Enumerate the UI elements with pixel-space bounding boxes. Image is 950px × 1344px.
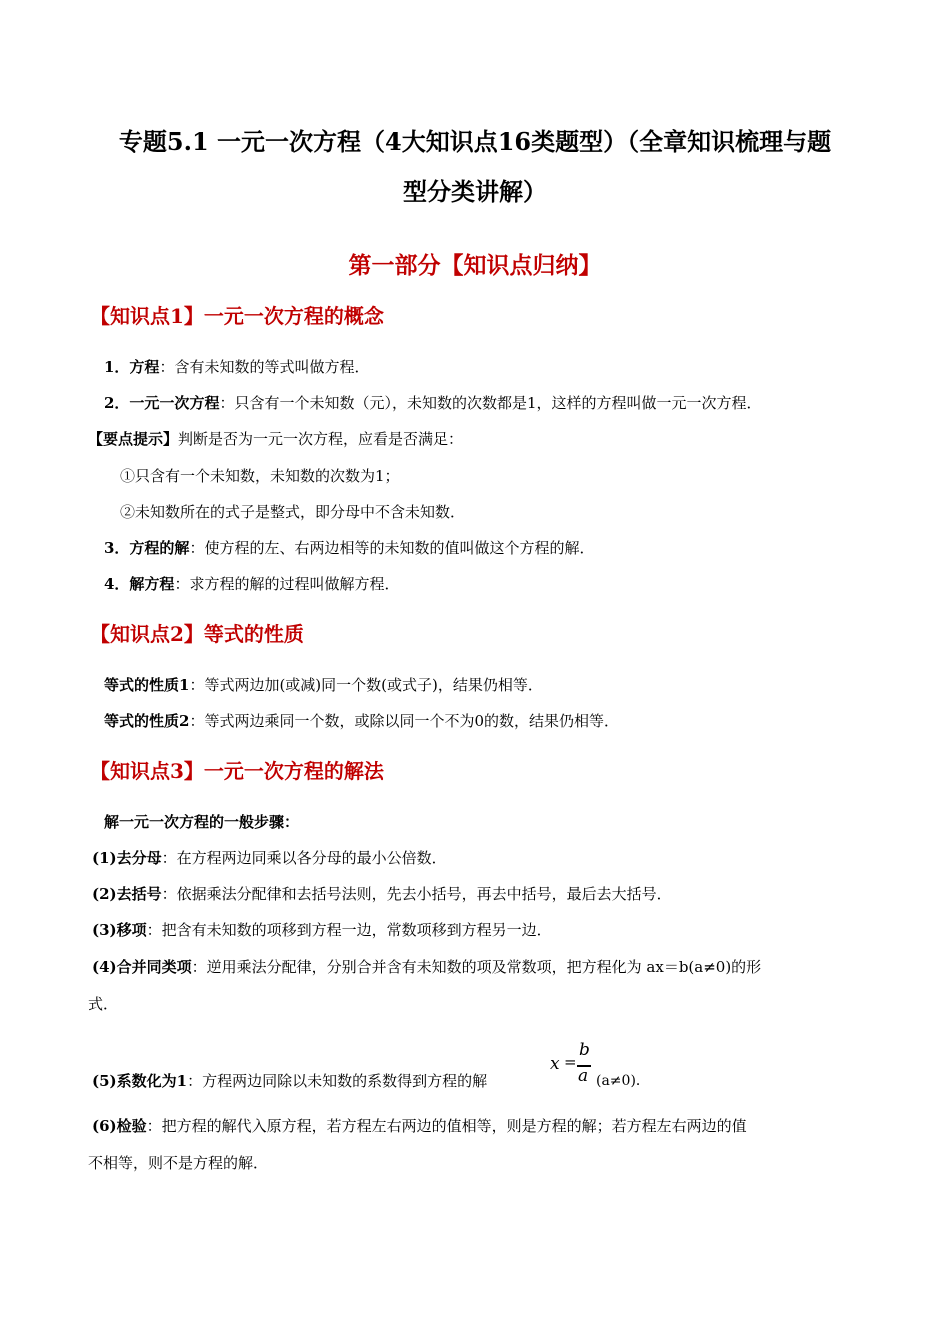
kp3-intro	[104, 811, 299, 833]
kp3-step4-text: ：逆用乘法分配律，分别合并含有未知数的项及常数项，把方程化为 ax＝b(a≠0)的形	[191, 958, 762, 976]
kp2-property2-label: 等式的性质2	[104, 712, 190, 730]
kp1-item4	[104, 573, 399, 595]
kp3-step6-label: (6)检验	[92, 1117, 147, 1135]
kp1-item1-label: 1．方程	[104, 358, 160, 376]
kp3-step2	[92, 883, 672, 905]
kp3-step3-text: ：把含有未知数的项移到方程一边，常数项移到方程另一边．	[146, 921, 552, 939]
part-heading: 第一部分【知识点归纳】	[348, 252, 602, 279]
kp1-tip-b: ②未知数所在的式子是整式，即分母中不含未知数．	[120, 503, 466, 521]
kp3-intro-text: 解一元一次方程的一般步骤：	[104, 813, 300, 831]
formula-numerator: b	[579, 1040, 590, 1060]
document-title-line1: 专题5.1 一元一次方程（4大知识点16类题型）（全章知识梳理与题	[118, 127, 832, 156]
kp1-item1-text: ：含有未知数的等式叫做方程．	[159, 358, 370, 376]
kp3-step1-label: (1)去分母	[92, 849, 162, 867]
kp2-property1	[104, 674, 543, 696]
kp2-property2	[104, 710, 619, 732]
kp3-heading: 【知识点3】一元一次方程的解法	[90, 759, 384, 783]
kp3-step1	[92, 847, 447, 869]
kp3-step6-continued: 不相等，则不是方程的解．	[88, 1154, 269, 1172]
kp3-step4-label: (4)合并同类项	[92, 958, 192, 976]
kp1-item3	[104, 537, 594, 559]
kp3-step3	[92, 919, 552, 941]
kp3-step5	[92, 1070, 487, 1092]
kp1-heading: 【知识点1】一元一次方程的概念	[90, 304, 384, 328]
kp1-item3-label: 3．方程的解	[104, 539, 190, 557]
kp1-tip-label: 【要点提示】	[88, 430, 179, 448]
formula-variable: x	[550, 1054, 560, 1074]
kp3-step2-label: (2)去括号	[92, 885, 162, 903]
formula-equals: =	[564, 1053, 577, 1071]
kp1-tip-a: ①只含有一个未知数，未知数的次数为1；	[120, 467, 400, 485]
kp3-step5-text: ：方程两边同除以未知数的系数得到方程的解	[187, 1072, 488, 1090]
kp2-property1-text: ：等式两边加(或减)同一个数(或式子)，结果仍相等．	[189, 676, 543, 694]
kp3-step4	[92, 956, 761, 978]
kp2-property1-label: 等式的性质1	[104, 676, 190, 694]
kp3-step5-condition: (a≠0)．	[596, 1073, 650, 1089]
kp1-item2-text: ：只含有一个未知数（元），未知数的次数都是1，这样的方程叫做一元一次方程．	[219, 394, 762, 412]
kp3-step3-label: (3)移项	[92, 921, 147, 939]
kp1-item4-label: 4．解方程	[104, 575, 175, 593]
kp3-step6	[92, 1115, 747, 1137]
kp2-heading: 【知识点2】等式的性质	[90, 622, 304, 646]
document-title-line2: 型分类讲解）	[403, 177, 547, 206]
kp3-step1-text: ：在方程两边同乘以各分母的最小公倍数．	[161, 849, 447, 867]
kp3-step4-continued: 式．	[88, 995, 119, 1013]
kp1-item3-text: ：使方程的左、右两边相等的未知数的值叫做这个方程的解．	[189, 539, 595, 557]
kp1-item2	[104, 392, 762, 414]
kp3-step6-text: ：把方程的解代入原方程，若方程左右两边的值相等，则是方程的解；若方程左右两边的值	[146, 1117, 747, 1135]
kp2-property2-text: ：等式两边乘同一个数，或除以同一个不为0的数，结果仍相等．	[189, 712, 619, 730]
kp1-item1	[104, 356, 369, 378]
kp1-tip-text: 判断是否为一元一次方程，应看是否满足：	[178, 430, 464, 448]
kp1-item2-label: 2．一元一次方程	[104, 394, 220, 412]
solution-formula	[548, 1040, 598, 1092]
kp1-item4-text: ：求方程的解的过程叫做解方程．	[174, 575, 400, 593]
kp3-step5-label: (5)系数化为1	[92, 1072, 188, 1090]
formula-denominator: a	[578, 1066, 589, 1086]
kp1-tip	[88, 428, 463, 450]
kp3-step2-text: ：依据乘法分配律和去括号法则，先去小括号，再去中括号，最后去大括号．	[161, 885, 672, 903]
